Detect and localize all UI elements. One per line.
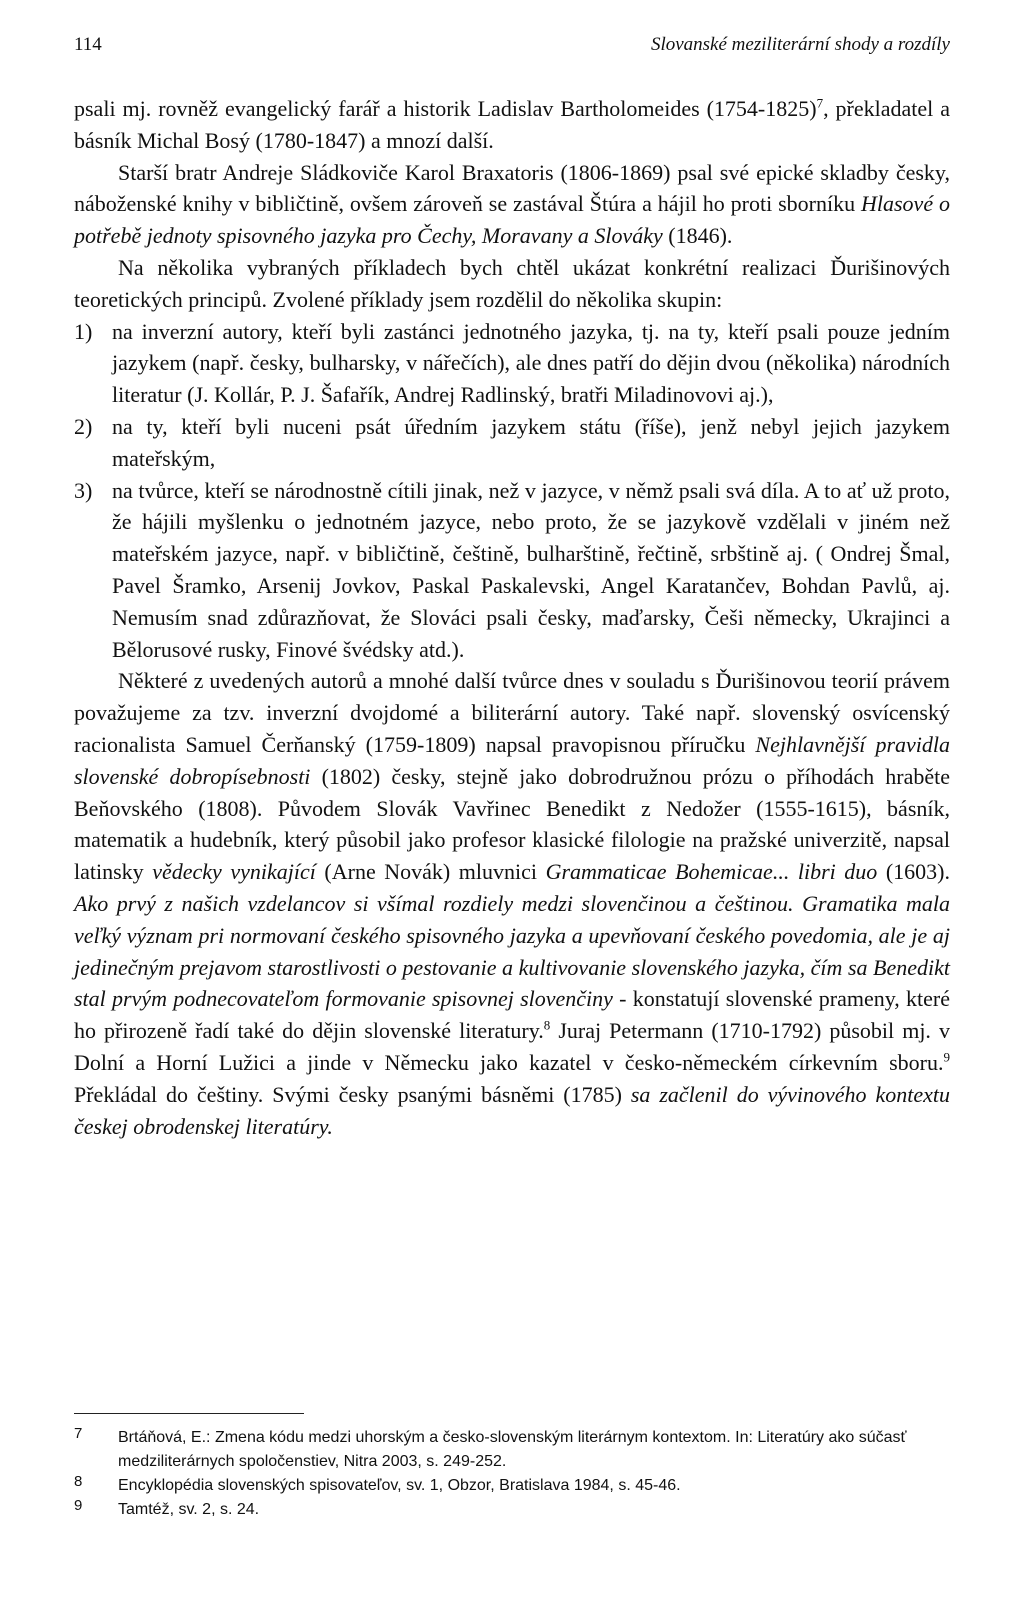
footnote-number: 7 xyxy=(74,1425,83,1442)
slovak-quotation-2: sa začlenil do vývinového kontextu českej obrodenskej literatúry. xyxy=(74,1081,950,1139)
slovak-quotation: Ako prvý z našich vzdelancov si všímal rozdiely medzi slovenčinou a češtinou. Gramatika mala veľký význam pri normovaní českého spisovného jazyka a upevňovaní českého povedomia, ale je aj jedinečným prejavom starostlivosti o pestovanie a kultivovanie slovenského jazyka, čím sa Benedikt stal prvým podnecovateľom formovanie spisovnej slovenčiny xyxy=(74,890,950,1012)
book-title-hlasove: Hlasové o potřebě jednoty spisovného jazyka pro Čechy, Moravany a Slováky xyxy=(74,191,950,249)
footnote xyxy=(74,1426,950,1474)
paragraph-4-text-b: (1802) česky, stejně jako dobrodružnou prózu o příhodách hraběte Beňovského (1808). Původem Slovák Vavřinec Benedikt z Nedožer (1555-1615), básník, matematik a hudebník, který působil jako profesor klasické filologie na pražské univerzitě, napsal latinsky xyxy=(74,763,951,885)
footnote-number: 9 xyxy=(74,1497,83,1514)
list-item-text: na tvůrce, kteří se národnostně cítili jinak, než v jazyce, v němž psali svá díla. A to ať už proto, že hájili myšlenku o jednotném jazyce, nebo proto, že se jazykově vzdělali v jiném než mateřském jazyce, např. v bibličtině, češtině, bulharštině, řečtině, srbštině aj. ( Ondrej Šmal, Pavel Šramko, Arsenij Jovkov, Paskal Paskalevski, Angel Karatančev, Bohdan Pavlů, aj. Nemusím snad zdůrazňovat, že Slováci psali česky, maďarsky, Češi německy, Ukrajinci a Bělorusové rusky, Finové švédsky atd.). xyxy=(112,477,950,662)
paragraph-4-text-f: Juraj Petermann (1710-1792) působil mj. v Dolní a Horní Lužici a jinde v Německu jako kazatel v česko-německém církevním sboru. xyxy=(74,1018,950,1075)
list-item xyxy=(74,475,950,666)
paragraph-2 xyxy=(74,157,950,252)
paragraph-1-text: psali mj. rovněž evangelický farář a historik Ladislav Bartholomeides (1754-1825) xyxy=(74,96,817,121)
paragraph-3: Na několika vybraných příkladech bych chtěl ukázat konkrétní realizaci Ďurišinových teoretických principů. Zvolené příklady jsem rozdělil do několika skupin: xyxy=(74,254,950,312)
list-item-text: na inverzní autory, kteří byli zastánci jednotného jazyka, tj. na ty, kteří psali pouze jedním jazykem (např. česky, bulharsky, v nářečích), ale dnes patří do dějin dvou (několika) národních literatur (J. Kollár, P. J. Šafařík, Andrej Radlinský, bratři Miladinovovi aj.), xyxy=(112,318,950,408)
paragraph-2-text-b: (1846). xyxy=(662,223,733,249)
groups-list xyxy=(74,316,950,666)
footnote-text: Brtáňová, E.: Zmena kódu medzi uhorským a česko-slovenským literárnym kontextom. In: Literatúry ako súčasť medziliterárnych spoločenstiev, Nitra 2003, s. 249-252. xyxy=(118,1429,907,1470)
footnote-ref-9: 9 xyxy=(943,1049,950,1065)
footnote-ref-7: 7 xyxy=(816,95,824,111)
paragraph-4-text-e: - konstatují slovenské prameny, které ho přirozeně řadí také do dějin slovenské literatury. xyxy=(74,986,950,1044)
book-title-grammaticae: Grammaticae Bohemicae... libri duo xyxy=(545,859,878,885)
footnote-text: Encyklopédia slovenských spisovateľov, sv. 1, Obzor, Bratislava 1984, s. 45-46. xyxy=(118,1477,681,1494)
footnotes xyxy=(74,1426,950,1522)
body-text xyxy=(74,93,950,1142)
footnote-text: Tamtéž, sv. 2, s. 24. xyxy=(118,1501,260,1518)
footnote-ref-8: 8 xyxy=(543,1017,551,1033)
book-title-nejhlavnejsi: Nejhlavnější pravidla slovenské dobropísebnosti xyxy=(74,731,950,789)
list-item xyxy=(74,316,950,411)
paragraph-4 xyxy=(74,665,950,1142)
footnote-number: 8 xyxy=(74,1473,83,1490)
paragraph-1 xyxy=(74,93,950,157)
footnote-divider xyxy=(74,1413,304,1414)
paragraph-4-text-d: (1603). xyxy=(877,859,951,885)
paragraph-2-text-a: Starší bratr Andreje Sládkoviče Karol Braxatoris (1806-1869) psal své epické skladby česky, náboženské knihy v bibličtině, ovšem zároveň se zastával Štúra a hájil ho proti sborníku xyxy=(74,159,950,217)
list-item-text: na ty, kteří byli nuceni psát úředním jazykem státu (říše), jenž nebyl jejich jazykem mateřským, xyxy=(112,413,950,471)
paragraph-1-end: , překladatel a básník Michal Bosý (1780-1847) a mnozí další. xyxy=(74,96,950,153)
list-item-number: 1) xyxy=(74,318,93,344)
list-item xyxy=(74,411,950,475)
page-header xyxy=(74,34,950,64)
paragraph-4-text-c: (Arne Novák) mluvnici xyxy=(315,859,546,885)
footnote xyxy=(74,1474,950,1498)
footnote xyxy=(74,1498,950,1522)
running-head: Slovanské meziliterární shody a rozdíly xyxy=(650,34,950,55)
page-number: 114 xyxy=(74,34,102,55)
paragraph-4-text-a: Některé z uvedených autorů a mnohé další tvůrce dnes v souladu s Ďurišinovou teorií právem považujeme za tzv. inverzní dvojdomé a biliterární autory. Také např. slovenský osvícenský racionalista Samuel Čerňanský (1759-1809) napsal pravopisnou příručku xyxy=(74,668,950,757)
paragraph-4-text-g: Překládal do češtiny. Svými česky psanými básněmi (1785) xyxy=(74,1081,631,1107)
list-item-number: 3) xyxy=(74,477,93,503)
list-item-number: 2) xyxy=(74,413,93,439)
quote-vedecky: vědecky vynikající xyxy=(152,859,316,885)
